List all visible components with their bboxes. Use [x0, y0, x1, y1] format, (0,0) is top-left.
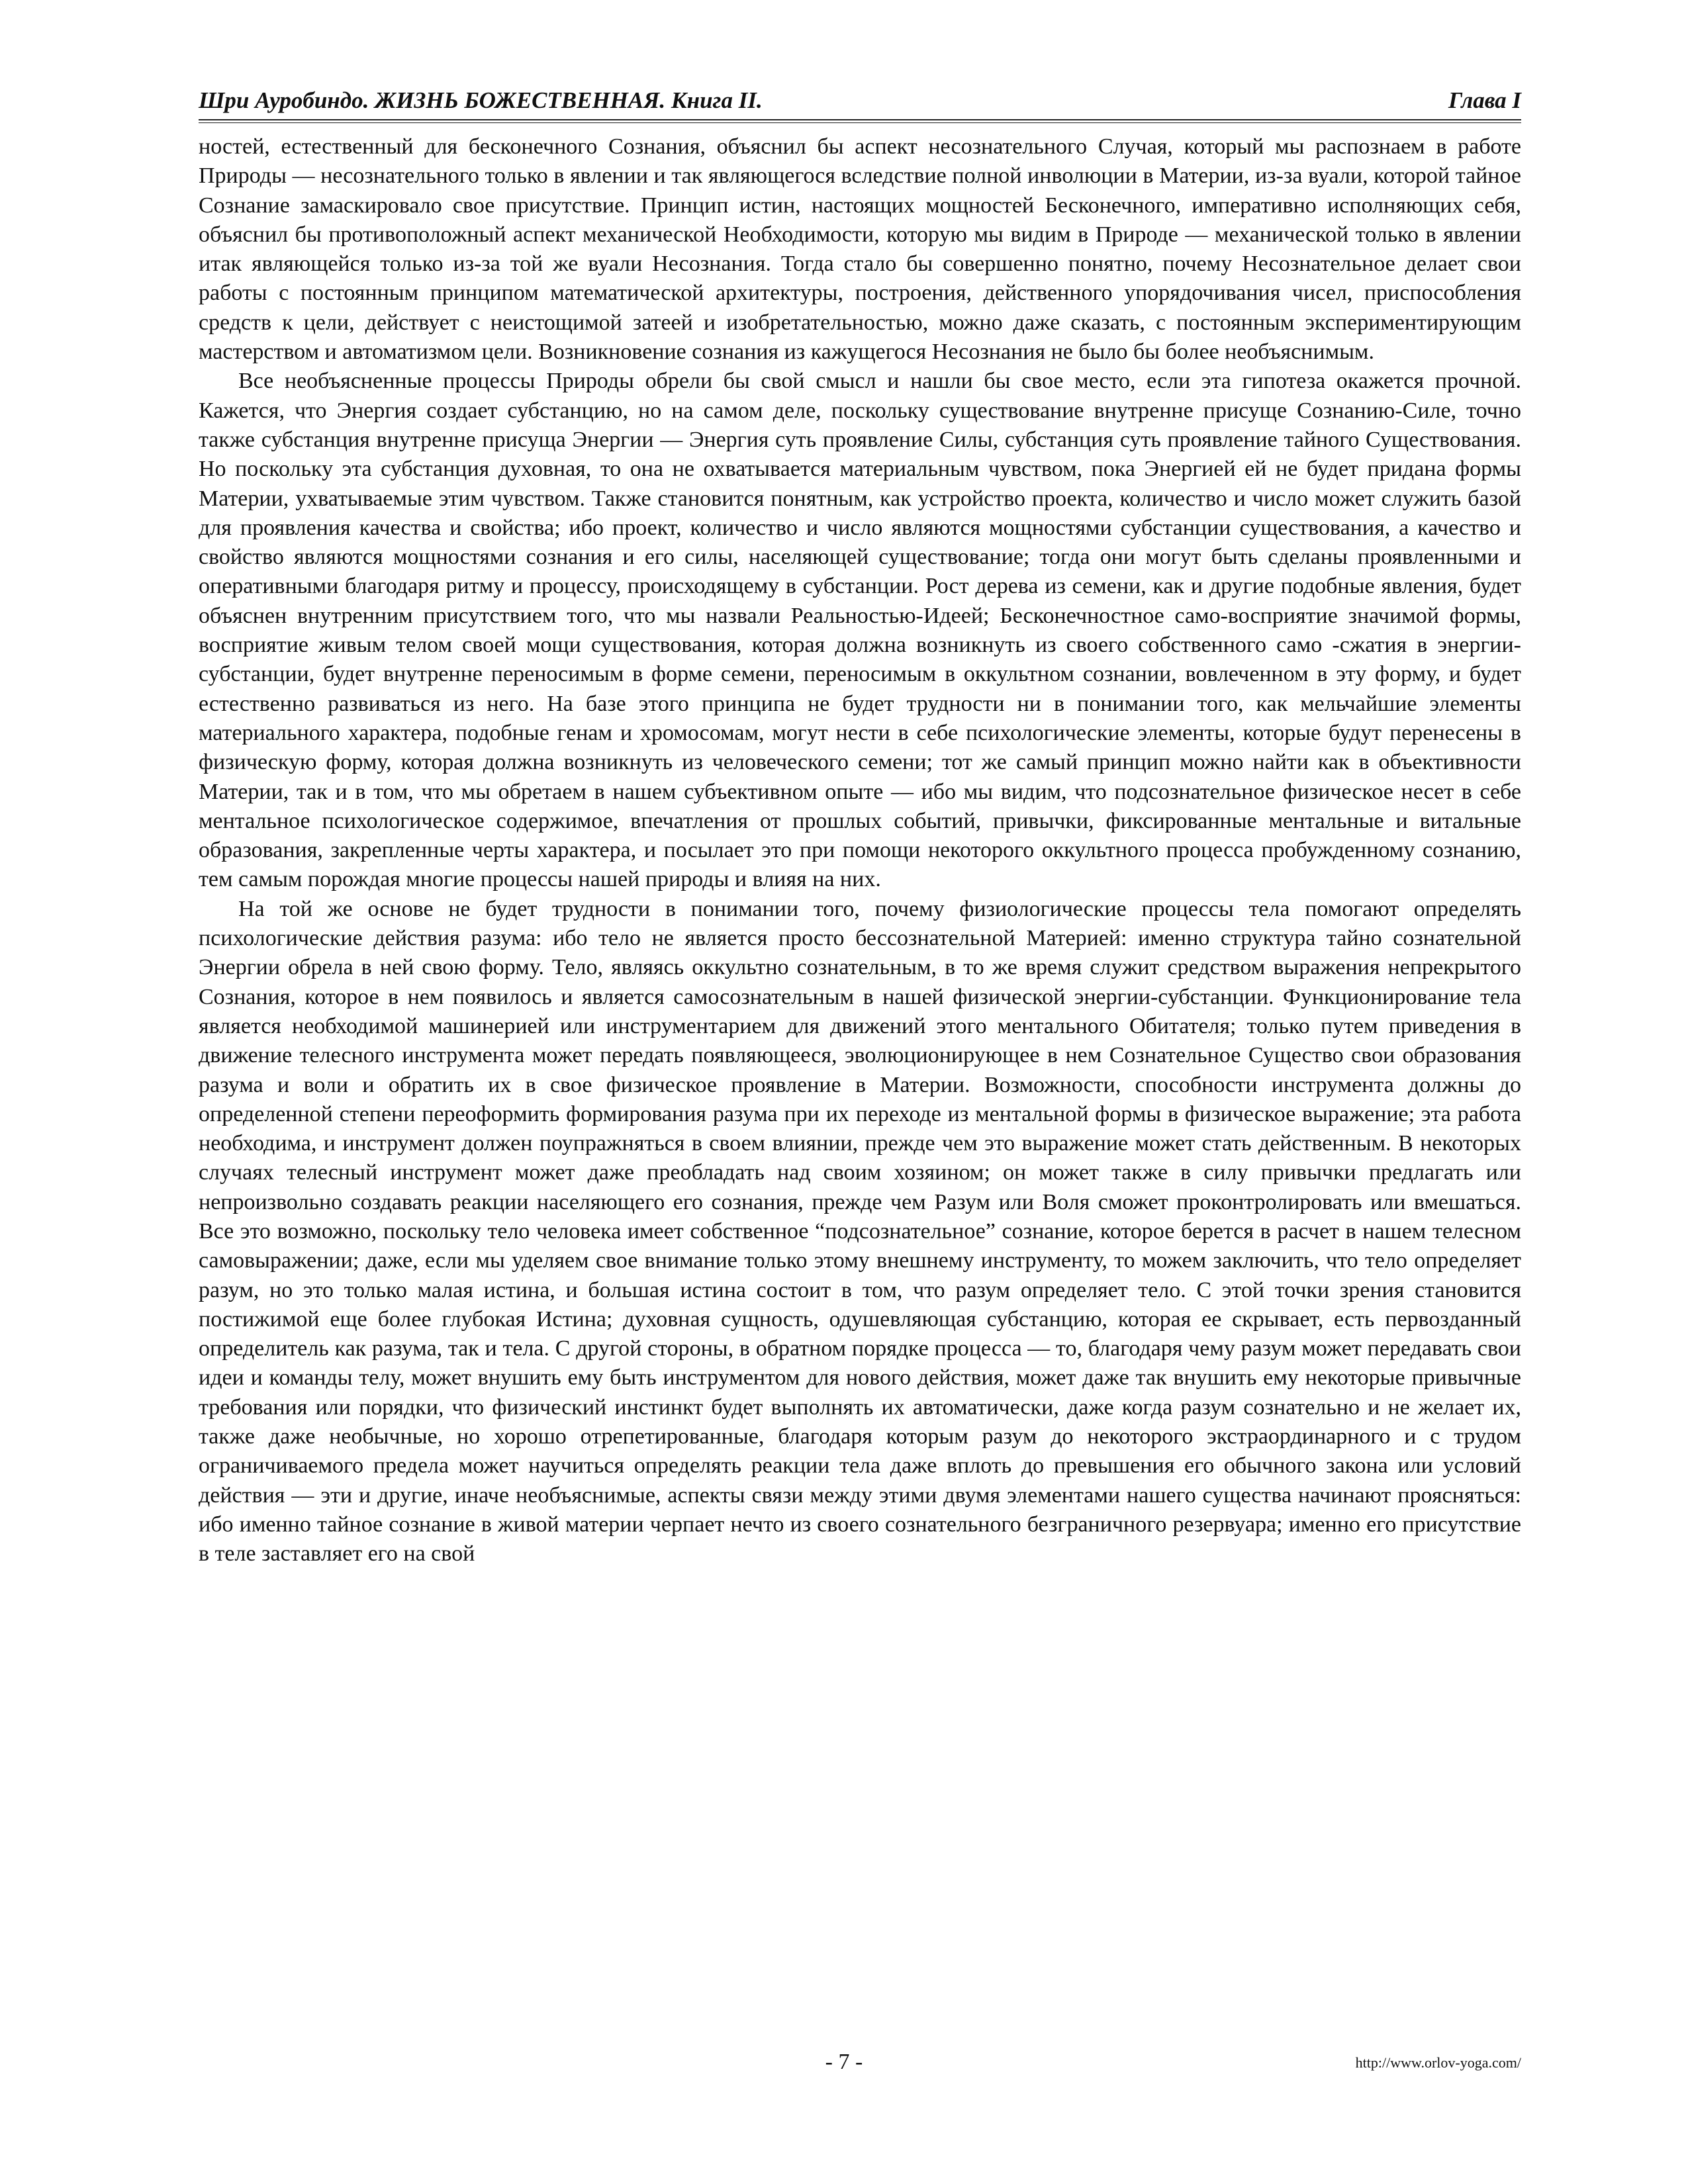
- page-number: - 7 -: [825, 2050, 863, 2074]
- paragraph: Все необъясненные процессы Природы обрели бы свой смысл и нашли бы свое место, если эта гипотеза окажется прочной. Кажется, что Энергия создает субстанцию, но на самом деле, поскольку существование внутренне присуще Сознанию-Силе, точно также субстанция внутренне присуща Энергии — Энергия суть проявление Силы, субстанция суть проявление тайного Существования. Но поскольку эта субстанция духовная, то она не охватывается материальным чувством, пока Энергией ей не будет придана формы Материи, ухватываемые этим чувством. Также становится понятным, как устройство проекта, количество и число может служить базой для проявления качества и свойства; ибо проект, количество и число являются мощностями субстанции существования, а качество и свойство являются мощностями сознания и его силы, населяющей существование; тогда они могут быть сделаны проявленными и оперативными благодаря ритму и процессу, происходящему в субстанции. Рост дерева из семени, как и другие подобные явления, будет объяснен внутренним присутствием того, что мы назвали Реальностью-Идеей; Бесконечностное само-восприятие значимой формы, восприятие живым телом своей мощи существования, которая должна возникнуть из своего собственного само -сжатия в энергии-субстанции, будет внутренне переносимым в форме семени, переносимым в оккультном сознании, вовлеченном в эту форму, и будет естественно развиваться из него. На базе этого принципа не будет трудности ни в понимании того, как мельчайшие элементы материального характера, подобные генам и хромосомам, могут нести в себе психологические элементы, которые будут перенесены в физическую форму, которая должна возникнуть из человеческого семени; тот же самый принцип можно найти как в объективности Материи, так и в том, что мы обретаем в нашем субъективном опыте — ибо мы видим, что подсознательное физическое несет в себе ментальное психологическое содержимое, впечатления от прошлых событий, привычки, фиксированные ментальные и витальные образования, закрепленные черты характера, и посылает это при помощи некоторого оккультного процесса пробужденному сознанию, тем самым порождая многие процессы нашей природы и влияя на них.: [199, 369, 1521, 892]
- header-chapter: Глава I: [1448, 87, 1521, 113]
- running-header: [199, 85, 1521, 116]
- paragraph-continued: ностей, естественный для бесконечного Сознания, объяснил бы аспект несознательного Случая, который мы распознаем в работе Природы — несознательного только в явлении и так являющегося вследствие полной инволюции в Материи, из-за вуали, которой тайное Сознание замаскировало свое присутствие. Принцип истин, настоящих мощностей Бесконечного, императивно исполняющих себя, объяснил бы противоположный аспект механической Необходимости, которую мы видим в Природе — механической только в явлении итак являющейся только из-за той же вуали Несознания. Тогда стало бы совершенно понятно, почему Несознательное делает свои работы с постоянным принципом математической архитектуры, построения, действенного упорядочивания чисел, приспособления средств к цели, действует с неистощимой затеей и изобретательностью, можно даже сказать, с постоянным экспериментирующим мастерством и автоматизмом цели. Возникновение сознания из кажущегося Несознания не было бы более необъяснимым.: [199, 134, 1521, 365]
- paragraph: На той же основе не будет трудности в понимании того, почему физиологические процессы тела помогают определять психологические действия разума: ибо тело не является просто бессознательной Материей: именно структура тайно сознательной Энергии обрела в ней свою форму. Тело, являясь оккультно сознательным, в то же время служит средством выражения непрекрытого Сознания, которое в нем появилось и является самосознательным в нашей физической энергии-субстанции. Функционирование тела является необходимой машинерией или инструментарием для движений этого ментального Обитателя; только путем приведения в движение телесного инструмента может передать появляющееся, эволюционирующее в нем Сознательное Существо свои образования разума и воли и обратить их в свое физическое проявление в Материи. Возможности, способности инструмента должны до определенной степени переоформить формирования разума при их переходе из ментальной формы в физическое выражение; эта работа необходима, и инструмент должен поупражняться в своем влиянии, прежде чем это выражение может стать действенным. В некоторых случаях телесный инструмент может даже преобладать над своим хозяином; он может также в силу привычки предлагать или непроизвольно создавать реакции населяющего его сознания, прежде чем Разум или Воля сможет проконтролировать или вмешаться. Все это возможно, поскольку тело человека имеет собственное “подсознательное” сознание, которое берется в расчет в нашем телесном самовыражении; даже, если мы уделяем свое внимание только этому внешнему инструменту, то можем заключить, что тело определяет разум, но это только малая истина, и большая истина состоит в том, что разум определяет тело. С этой точки зрения становится постижимой еще более глубокая Истина; духовная сущность, одушевляющая субстанцию, которая ее скрывает, есть первозданный определитель как разума, так и тела. С другой стороны, в обратном порядке процесса — то, благодаря чему разум может передавать свои идеи и команды телу, может внушить ему быть инструментом для нового действия, может даже так внушить ему некоторые привычные требования или порядки, что физический инстинкт будет выполнять их автоматически, даже когда разум сознательно и не желает их, также даже необычные, но хорошо отрепетированные, благодаря которым разум до некоторого экстраординарного и с трудом ограничиваемого предела может научиться определять реакции тела даже вплоть до превышения его обычного закона или условий действия — эти и другие, иначе необъяснимые, аспекты связи между этими двумя элементами нашего существа начинают проясняться: ибо именно тайное сознание в живой материи черпает нечто из своего сознательного безграничного резервуара; именно его присутствие в теле заставляет его на свой: [199, 896, 1521, 1567]
- header-book-title: Шри Ауробиндо. ЖИЗНЬ БОЖЕСТВЕННАЯ. Книга II.: [199, 87, 763, 113]
- footer-url[interactable]: http://www.orlov-yoga.com/: [1355, 2054, 1521, 2071]
- body-text: [199, 132, 1521, 1992]
- header-rule: [199, 119, 1521, 120]
- header-rule-thin: [199, 122, 1521, 123]
